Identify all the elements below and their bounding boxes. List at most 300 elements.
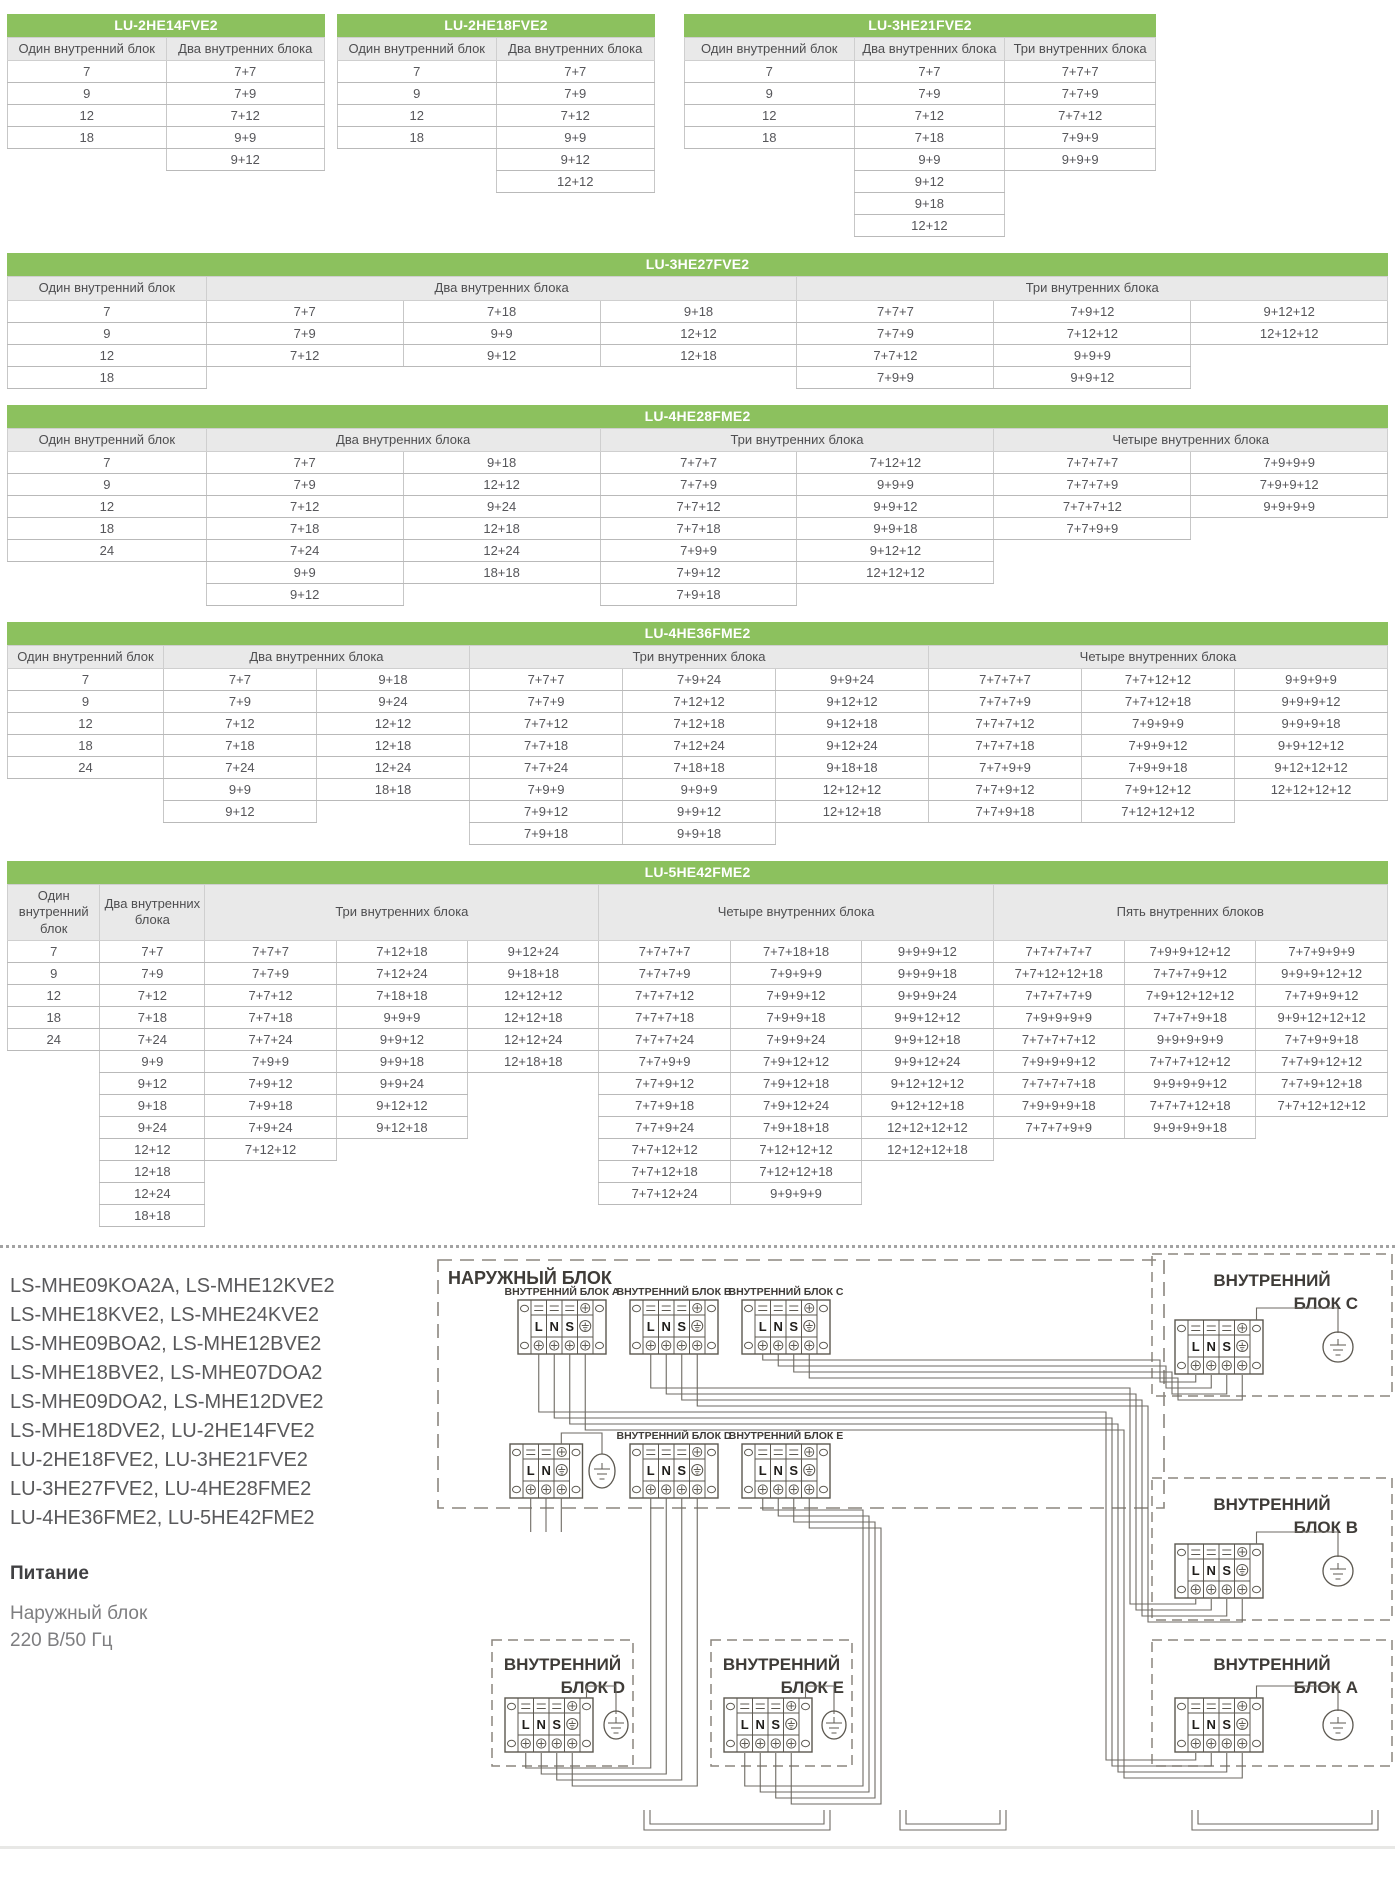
empty-cell xyxy=(1191,539,1388,561)
model-line: LU-2HE18FVE2, LU-3HE21FVE2 xyxy=(10,1448,308,1471)
combo-cell: 9+12+12+18 xyxy=(862,1094,993,1116)
combo-cell: 12+12 xyxy=(316,713,469,735)
combo-cell: 7+7+18 xyxy=(205,1006,336,1028)
combo-cell: 9+12+24 xyxy=(468,940,599,962)
combo-cell: 9+9+12+24 xyxy=(862,1050,993,1072)
table-row xyxy=(8,1116,1388,1138)
empty-cell xyxy=(1191,344,1388,366)
combo-cell: 7+9+18 xyxy=(600,583,797,605)
combo-cell: 7+7+18 xyxy=(470,735,623,757)
column-group-header: Два внутренних блока xyxy=(163,645,469,668)
combination-table xyxy=(7,884,1388,1227)
wiring-diagram xyxy=(430,1248,1395,1844)
combo-cell: 12+18 xyxy=(316,735,469,757)
combo-cell: 7+7+7 xyxy=(205,940,336,962)
combo-cell: 7+7+9+24 xyxy=(599,1116,730,1138)
column-group-header: Один внутренний блок xyxy=(338,38,497,61)
combo-cell: 9+9+12+12+12 xyxy=(1256,1006,1388,1028)
combo-cell: 12+24 xyxy=(316,757,469,779)
combo-cell: 7+24 xyxy=(206,539,403,561)
empty-cell xyxy=(336,1204,467,1226)
table-row xyxy=(8,713,1388,735)
empty-cell xyxy=(8,1204,100,1226)
empty-cell xyxy=(685,171,855,193)
table-row xyxy=(8,473,1388,495)
combo-cell: 7+7+9+12+18 xyxy=(1256,1072,1388,1094)
combo-cell: 7+9+9+9+9 xyxy=(993,1006,1124,1028)
combo-cell: 9+18 xyxy=(316,669,469,691)
empty-cell xyxy=(8,1138,100,1160)
combo-cell: 9+9+9+9+9 xyxy=(1124,1028,1255,1050)
combo-cell: 7+24 xyxy=(163,757,316,779)
combo-cell: 7+12+12 xyxy=(994,322,1191,344)
table-row xyxy=(685,215,1156,237)
combo-cell: 7+9+18 xyxy=(470,823,623,845)
combo-cell: 7+7+24 xyxy=(470,757,623,779)
combo-cell: 9+9+12+12 xyxy=(1235,735,1388,757)
combo-cell: 9+9+9 xyxy=(797,473,994,495)
combo-cell: 7+7+12+12 xyxy=(1081,669,1234,691)
combo-cell: 7+7+12+12+18 xyxy=(993,962,1124,984)
table-title: LU-3HE27FVE2 xyxy=(7,253,1388,276)
terminal-block xyxy=(518,1300,606,1354)
combo-cell: 12+12+18 xyxy=(776,801,929,823)
combo-cell: 7+9+9+18 xyxy=(1081,757,1234,779)
combo-cell: 9+9+12 xyxy=(336,1028,467,1050)
combo-cell: 7+7+7+7+7 xyxy=(993,940,1124,962)
combo-cell: 7+7+7+9 xyxy=(994,473,1191,495)
svg-text:N: N xyxy=(661,1462,671,1478)
combo-cell: 7+9+18+18 xyxy=(730,1116,861,1138)
table-title: LU-5HE42FME2 xyxy=(7,861,1388,884)
terminal-block xyxy=(742,1300,830,1354)
combo-cell: 9+18+18 xyxy=(468,962,599,984)
page-bottom-edge xyxy=(0,1846,1395,1849)
combo-cell: 7+7+9+9+9 xyxy=(1256,940,1388,962)
empty-cell xyxy=(685,149,855,171)
combo-cell: 18+18 xyxy=(100,1204,205,1226)
combo-cell: 12+18+18 xyxy=(468,1050,599,1072)
combo-cell: 9+12+18 xyxy=(336,1116,467,1138)
indoor-unit-box-a xyxy=(1152,1640,1392,1766)
ground-symbol-icon xyxy=(1323,1710,1353,1740)
combo-cell: 7+7 xyxy=(854,61,1005,83)
empty-cell xyxy=(993,1160,1124,1182)
svg-text:БЛОК B: БЛОК B xyxy=(1293,1517,1358,1537)
table-title: LU-4HE28FME2 xyxy=(7,405,1388,428)
combo-cell: 7+9+18 xyxy=(205,1094,336,1116)
combo-cell: 7+7+12 xyxy=(470,713,623,735)
combo-cell: 9+12 xyxy=(206,583,403,605)
table-row xyxy=(8,105,325,127)
combo-cell: 12+12+12 xyxy=(1191,322,1388,344)
combo-cell: 9+12 xyxy=(403,344,600,366)
svg-text:ВНУТРЕННИЙ БЛОК D: ВНУТРЕННИЙ БЛОК D xyxy=(616,1429,732,1442)
combo-cell: 7+7+9 xyxy=(205,962,336,984)
combo-cell: 9+9+12+18 xyxy=(862,1028,993,1050)
table-row xyxy=(8,561,1388,583)
combo-cell: 7 xyxy=(8,669,164,691)
combo-cell: 7+7+7+18 xyxy=(599,1006,730,1028)
combo-cell: 12+24 xyxy=(100,1182,205,1204)
combo-cell: 7+7+7+9 xyxy=(928,691,1081,713)
model-line: LS-MHE18DVE2, LU-2HE14FVE2 xyxy=(10,1419,315,1442)
combo-cell: 7+7+9+9+12 xyxy=(1256,984,1388,1006)
column-group-header: Три внутренних блока xyxy=(1005,38,1156,61)
combo-cell: 7+12+12 xyxy=(623,691,776,713)
svg-text:N: N xyxy=(661,1318,671,1334)
combo-cell: 7+9+9+9 xyxy=(1081,713,1234,735)
combo-cell: 9+18 xyxy=(600,300,797,322)
empty-cell xyxy=(8,823,164,845)
combo-cell: 9+12 xyxy=(854,171,1005,193)
empty-cell xyxy=(1005,215,1156,237)
empty-cell xyxy=(862,1204,993,1226)
combo-cell: 12 xyxy=(8,495,207,517)
table-row xyxy=(8,451,1388,473)
combo-cell: 24 xyxy=(8,757,164,779)
table-row xyxy=(8,669,1388,691)
table-row xyxy=(338,171,655,193)
combo-cell: 9+9+12 xyxy=(797,495,994,517)
combo-cell: 7+9+9 xyxy=(1005,127,1156,149)
combo-cell: 9+18 xyxy=(100,1094,205,1116)
empty-cell xyxy=(336,1138,467,1160)
combo-cell: 7+18 xyxy=(163,735,316,757)
svg-text:N: N xyxy=(1206,1716,1216,1732)
empty-cell xyxy=(8,1072,100,1094)
column-group-header: Два внутренних блока xyxy=(166,38,325,61)
empty-cell xyxy=(8,1182,100,1204)
combo-cell: 9+9+9+12+12 xyxy=(1256,962,1388,984)
empty-cell xyxy=(8,149,167,171)
combo-cell: 24 xyxy=(8,1028,100,1050)
combo-cell: 9+9+18 xyxy=(623,823,776,845)
combo-cell: 9 xyxy=(8,691,164,713)
combo-cell: 7+7+7+12+12 xyxy=(1124,1050,1255,1072)
table-row xyxy=(338,83,655,105)
combo-cell: 7 xyxy=(685,61,855,83)
empty-cell xyxy=(1235,801,1388,823)
empty-cell xyxy=(206,366,403,388)
table-row xyxy=(8,83,325,105)
combo-cell: 7+12 xyxy=(854,105,1005,127)
table-title: LU-2HE14FVE2 xyxy=(7,14,325,37)
model-line: LS-MHE09KOA2A, LS-MHE12KVE2 xyxy=(10,1274,335,1297)
combo-cell: 7+7+7+9+12 xyxy=(1124,962,1255,984)
column-group-header: Один внутренний блок xyxy=(685,38,855,61)
empty-cell xyxy=(468,1072,599,1094)
empty-cell xyxy=(1256,1182,1388,1204)
combo-cell: 7+7+7 xyxy=(470,669,623,691)
terminal-block xyxy=(1175,1698,1263,1752)
table-row xyxy=(8,300,1388,322)
empty-cell xyxy=(8,583,207,605)
combo-cell: 18+18 xyxy=(403,561,600,583)
combo-cell: 9+9+9+9+18 xyxy=(1124,1116,1255,1138)
combo-cell: 7+7+12+12+12 xyxy=(1256,1094,1388,1116)
model-list xyxy=(10,1272,335,1654)
empty-cell xyxy=(1005,193,1156,215)
empty-cell xyxy=(1191,366,1388,388)
combo-cell: 7+18 xyxy=(854,127,1005,149)
combo-cell: 12+12+12 xyxy=(797,561,994,583)
combo-cell: 9+9+12+12 xyxy=(862,1006,993,1028)
combo-cell: 12+12 xyxy=(854,215,1005,237)
empty-cell xyxy=(994,539,1191,561)
table-title: LU-2HE18FVE2 xyxy=(337,14,655,37)
terminal-block xyxy=(505,1698,593,1752)
empty-cell xyxy=(468,1204,599,1226)
table-row xyxy=(8,344,1388,366)
table-lu-4he28fme2 xyxy=(7,405,1388,606)
combo-cell: 18 xyxy=(338,127,497,149)
combo-cell: 7+9+12+12 xyxy=(730,1050,861,1072)
combo-cell: 7+9+9+12 xyxy=(730,984,861,1006)
combo-cell: 7+12 xyxy=(100,984,205,1006)
combo-cell: 7+9+9+9 xyxy=(730,962,861,984)
combo-cell: 7+9+9+18 xyxy=(730,1006,861,1028)
combo-cell: 7+9 xyxy=(206,322,403,344)
combo-cell: 7+7+12 xyxy=(600,495,797,517)
table-row xyxy=(8,1182,1388,1204)
combo-cell: 7+7+7+7 xyxy=(599,940,730,962)
combo-cell: 18+18 xyxy=(316,779,469,801)
model-line: LS-MHE18BVE2, LS-MHE07DOA2 xyxy=(10,1361,323,1384)
combo-cell: 12+12+12+12 xyxy=(1235,779,1388,801)
combo-cell: 7+9+9 xyxy=(470,779,623,801)
combo-cell: 7+12+18 xyxy=(623,713,776,735)
combo-cell: 18 xyxy=(8,1006,100,1028)
table-lu-4he36fme2 xyxy=(7,622,1388,845)
combo-cell: 7+7+7+18 xyxy=(928,735,1081,757)
combo-cell: 7+7+12+24 xyxy=(599,1182,730,1204)
svg-text:ВНУТРЕННИЙ БЛОК E: ВНУТРЕННИЙ БЛОК E xyxy=(728,1429,844,1442)
combo-cell: 9+9+9 xyxy=(623,779,776,801)
empty-cell xyxy=(994,583,1191,605)
combo-cell: 7+9+24 xyxy=(205,1116,336,1138)
combo-cell: 7+9+9 xyxy=(797,366,994,388)
combo-cell: 18 xyxy=(8,517,207,539)
column-group-header: Три внутренних блока xyxy=(470,645,929,668)
svg-text:ВНУТРЕННИЙ БЛОК C: ВНУТРЕННИЙ БЛОК C xyxy=(728,1285,844,1298)
combo-cell: 7+7+9+12+12 xyxy=(1256,1050,1388,1072)
combo-cell: 12+12+12+12 xyxy=(862,1116,993,1138)
power-title: Питание xyxy=(10,1562,89,1584)
combo-cell: 7+12 xyxy=(206,344,403,366)
footer-section xyxy=(0,1248,1395,1844)
table-row xyxy=(8,801,1388,823)
combo-cell: 7+7+7+12 xyxy=(599,984,730,1006)
combo-cell: 9+9+12 xyxy=(994,366,1191,388)
empty-cell xyxy=(1124,1160,1255,1182)
combo-cell: 7+9 xyxy=(100,962,205,984)
empty-cell xyxy=(600,366,797,388)
empty-cell xyxy=(993,1182,1124,1204)
combo-cell: 7+7+9+18 xyxy=(928,801,1081,823)
table-row xyxy=(8,322,1388,344)
combo-cell: 7+12+24 xyxy=(336,962,467,984)
column-group-header: Четыре внутренних блока xyxy=(599,885,993,941)
combo-cell: 9+12+12+12 xyxy=(862,1072,993,1094)
column-group-header: Два внутренних блока xyxy=(100,885,205,941)
combo-cell: 12 xyxy=(8,984,100,1006)
combo-cell: 7+9+9+24 xyxy=(730,1028,861,1050)
combo-cell: 12+12+24 xyxy=(468,1028,599,1050)
combo-cell: 9+9 xyxy=(403,322,600,344)
combo-cell: 7+7+9+9 xyxy=(994,517,1191,539)
combo-cell: 12+12+12+18 xyxy=(862,1138,993,1160)
terminal-block xyxy=(630,1444,718,1498)
table-row xyxy=(8,149,325,171)
combo-cell: 7+7+12 xyxy=(797,344,994,366)
combo-cell: 12+24 xyxy=(403,539,600,561)
outdoor-unit-label: НАРУЖНЫЙ БЛОК xyxy=(448,1267,612,1288)
combo-cell: 7+12+12 xyxy=(797,451,994,473)
table-lu-5he42fme2 xyxy=(7,861,1388,1227)
model-line: LS-MHE18KVE2, LS-MHE24KVE2 xyxy=(10,1303,320,1326)
combo-cell: 7+12+24 xyxy=(623,735,776,757)
empty-cell xyxy=(205,1204,336,1226)
terminal-block xyxy=(630,1300,718,1354)
combo-cell: 7+12 xyxy=(166,105,325,127)
combo-cell: 7+7+24 xyxy=(205,1028,336,1050)
table-row xyxy=(8,1050,1388,1072)
combo-cell: 9+9+24 xyxy=(336,1072,467,1094)
empty-cell xyxy=(163,823,316,845)
empty-cell xyxy=(1256,1204,1388,1226)
combo-cell: 7+7+7+7+18 xyxy=(993,1072,1124,1094)
model-line: LU-4HE36FME2, LU-5HE42FME2 xyxy=(10,1506,315,1529)
ground-symbol-icon xyxy=(822,1711,846,1739)
combo-cell: 9+12 xyxy=(166,149,325,171)
empty-cell xyxy=(1005,171,1156,193)
combo-cell: 7+9 xyxy=(854,83,1005,105)
combo-cell: 7+9+9+12+12 xyxy=(1124,940,1255,962)
combo-cell: 9+12 xyxy=(496,149,655,171)
combo-cell: 9+9 xyxy=(206,561,403,583)
combo-cell: 12 xyxy=(8,344,207,366)
model-line: LU-3HE27FVE2, LU-4HE28FME2 xyxy=(10,1477,312,1500)
combo-cell: 7+7+7 xyxy=(1005,61,1156,83)
column-group-header: Три внутренних блока xyxy=(600,428,994,451)
table-row xyxy=(338,149,655,171)
table-row xyxy=(8,127,325,149)
combo-cell: 7+7+7+9+9 xyxy=(993,1116,1124,1138)
svg-text:S: S xyxy=(565,1318,575,1334)
empty-cell xyxy=(338,149,497,171)
combo-cell: 9+18 xyxy=(854,193,1005,215)
combo-cell: 9+9+9+18 xyxy=(862,962,993,984)
svg-text:БЛОК E: БЛОК E xyxy=(780,1677,844,1697)
combo-cell: 7+7+18 xyxy=(600,517,797,539)
svg-text:ВНУТРЕННИЙ: ВНУТРЕННИЙ xyxy=(1213,1494,1331,1514)
table-row xyxy=(8,1160,1388,1182)
combo-cell: 7+9 xyxy=(496,83,655,105)
combination-table xyxy=(7,645,1388,845)
empty-cell xyxy=(776,823,929,845)
empty-cell xyxy=(1081,823,1234,845)
table-row xyxy=(8,366,1388,388)
combo-cell: 7+7+7+9 xyxy=(599,962,730,984)
combo-cell: 7+7+7+7 xyxy=(928,669,1081,691)
empty-cell xyxy=(8,1116,100,1138)
combo-cell: 7+12+12+12 xyxy=(1081,801,1234,823)
combo-cell: 12+12 xyxy=(600,322,797,344)
combo-cell: 7+18+18 xyxy=(623,757,776,779)
combo-cell: 7 xyxy=(8,300,207,322)
top-tables-row xyxy=(7,14,1395,237)
combo-cell: 9+12 xyxy=(163,801,316,823)
svg-text:L: L xyxy=(646,1462,655,1478)
empty-cell xyxy=(316,823,469,845)
table-lu-2he18fve2 xyxy=(337,14,655,193)
empty-cell xyxy=(8,561,207,583)
combo-cell: 7+7+9 xyxy=(797,322,994,344)
combo-cell: 9+9 xyxy=(166,127,325,149)
power-line: Наружный блок xyxy=(10,1602,148,1624)
combo-cell: 9+12+12 xyxy=(1191,300,1388,322)
combo-cell: 12+12 xyxy=(496,171,655,193)
combo-cell: 7+7+7+12 xyxy=(928,713,1081,735)
table-row xyxy=(685,83,1156,105)
svg-text:S: S xyxy=(1222,1562,1232,1578)
table-row xyxy=(8,583,1388,605)
combo-cell: 12 xyxy=(8,105,167,127)
combo-cell: 7+18 xyxy=(206,517,403,539)
empty-cell xyxy=(338,171,497,193)
empty-cell xyxy=(1124,1182,1255,1204)
combo-cell: 7+12 xyxy=(206,495,403,517)
combo-cell: 7+7+9+12 xyxy=(599,1072,730,1094)
column-group-header: Четыре внутренних блока xyxy=(994,428,1388,451)
combo-cell: 9 xyxy=(8,83,167,105)
empty-cell xyxy=(1124,1204,1255,1226)
combo-cell: 9+9+9+9 xyxy=(1191,495,1388,517)
table-row xyxy=(8,495,1388,517)
empty-cell xyxy=(1191,583,1388,605)
svg-text:L: L xyxy=(1191,1716,1200,1732)
empty-cell xyxy=(1124,1138,1255,1160)
combo-cell: 12+18 xyxy=(600,344,797,366)
empty-cell xyxy=(205,1160,336,1182)
combo-cell: 7+9+9+12 xyxy=(1191,473,1388,495)
table-lu-2he14fve2 xyxy=(7,14,325,171)
empty-cell xyxy=(336,1182,467,1204)
combo-cell: 9+9+9+9+12 xyxy=(1124,1072,1255,1094)
svg-text:S: S xyxy=(789,1462,799,1478)
svg-text:N: N xyxy=(1206,1338,1216,1354)
svg-text:L: L xyxy=(521,1716,530,1732)
svg-text:N: N xyxy=(773,1462,783,1478)
combo-cell: 12+12+18 xyxy=(468,1006,599,1028)
combo-cell: 9+9+9 xyxy=(994,344,1191,366)
combination-table xyxy=(337,37,655,193)
combo-cell: 9+9+9+24 xyxy=(862,984,993,1006)
svg-text:L: L xyxy=(526,1462,535,1478)
empty-cell xyxy=(993,1138,1124,1160)
combo-cell: 7+9+12 xyxy=(600,561,797,583)
combo-cell: 9+9+9+12 xyxy=(1235,691,1388,713)
empty-cell xyxy=(1191,561,1388,583)
svg-text:БЛОК C: БЛОК C xyxy=(1293,1293,1358,1313)
svg-text:S: S xyxy=(552,1716,562,1732)
combo-cell: 7 xyxy=(8,61,167,83)
empty-cell xyxy=(1256,1160,1388,1182)
combo-cell: 7+9+12 xyxy=(994,300,1191,322)
combination-table xyxy=(7,37,325,171)
column-group-header: Один внутренний блок xyxy=(8,645,164,668)
